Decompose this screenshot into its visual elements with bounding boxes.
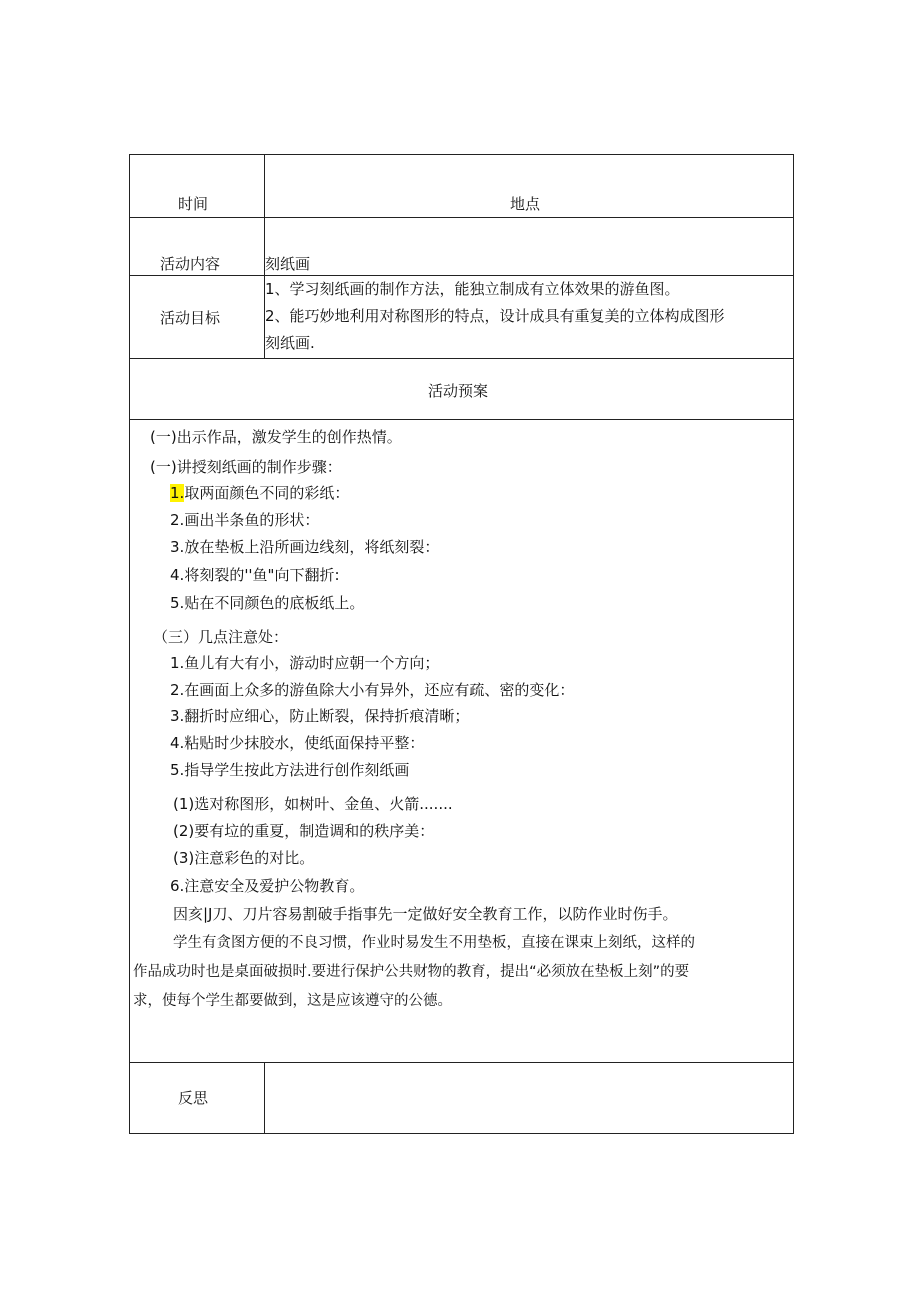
goal-line: 2、能巧妙地利用对称图形的特点，设计成具有重复美的立体构成图形 (265, 307, 725, 325)
plan-paragraph-line: 学生有贪图方便的不良习惯，作业时易发生不用垫板，直接在课束上刻纸，这样的 (173, 935, 695, 951)
note-item: 2.在画面上众多的游鱼除大小有异外，还应有疏、密的变化： (170, 681, 575, 699)
note-item: 6.注意安全及爱护公物教育。 (170, 877, 365, 895)
plan-paragraph-line: 作品成功时也是桌面破损时.要进行保护公共财物的教育，提出“必须放在垫板上刻”的要 (133, 964, 690, 980)
plan-title: 活动预案 (428, 382, 489, 400)
place-label: 地点 (510, 195, 541, 213)
reflection-label: 反思 (178, 1089, 209, 1107)
column-divider (264, 1062, 265, 1134)
plan-section-2: (一)讲授刻纸画的制作步骤： (150, 458, 342, 476)
subnote-item: (3)注意彩色的对比。 (173, 849, 315, 867)
step-item: 5.贴在不同颜色的底板纸上。 (170, 594, 365, 612)
content-value: 刻纸画 (265, 255, 311, 273)
step-item: 1.取两面颜色不同的彩纸： (170, 484, 350, 502)
note-item: 4.粘贴时少抹胶水，使纸面保持平整： (170, 734, 425, 752)
step-number-highlight: 1. (170, 484, 185, 502)
goal-line: 1、学习刻纸画的制作方法，能独立制成有立体效果的游鱼图。 (265, 280, 680, 298)
content-label: 活动内容 (160, 255, 221, 273)
row-divider (130, 358, 793, 359)
step-item: 3.放在垫板上沿所画边线刻，将纸刻裂： (170, 538, 440, 556)
row-divider (130, 1062, 793, 1063)
plan-paragraph-line: 求，使每个学生都要做到，这是应该遵守的公德。 (133, 993, 452, 1009)
subnote-item: (1)选对称图形，如树叶、金鱼、火箭....... (173, 795, 453, 813)
note-item: 5.指导学生按此方法进行创作刻纸画 (170, 761, 410, 779)
time-label: 时间 (178, 195, 209, 213)
goals-label: 活动目标 (160, 309, 221, 327)
plan-paragraph: 因亥|J刀、刀片容易割破手指事先一定做好安全教育工作，以防作业时伤手。 (173, 905, 678, 923)
row-divider (130, 275, 793, 276)
subnote-item: (2)要有垃的重夏，制造调和的秩序美： (173, 822, 435, 840)
goal-line: 刻纸画. (265, 334, 315, 352)
step-item: 2.画出半条鱼的形状： (170, 511, 320, 529)
plan-section-1: (一)出示作品，激发学生的创作热情。 (150, 428, 402, 446)
note-item: 3.翻折时应细心，防止断裂，保持折痕清晰； (170, 707, 470, 725)
step-item: 4.将刻裂的''鱼"向下翻折: (170, 566, 340, 584)
plan-section-3: （三）几点注意处： (153, 628, 289, 646)
row-divider (130, 419, 793, 420)
row-divider (130, 217, 793, 218)
note-item: 1.鱼儿有大有小，游动时应朝一个方向； (170, 654, 440, 672)
